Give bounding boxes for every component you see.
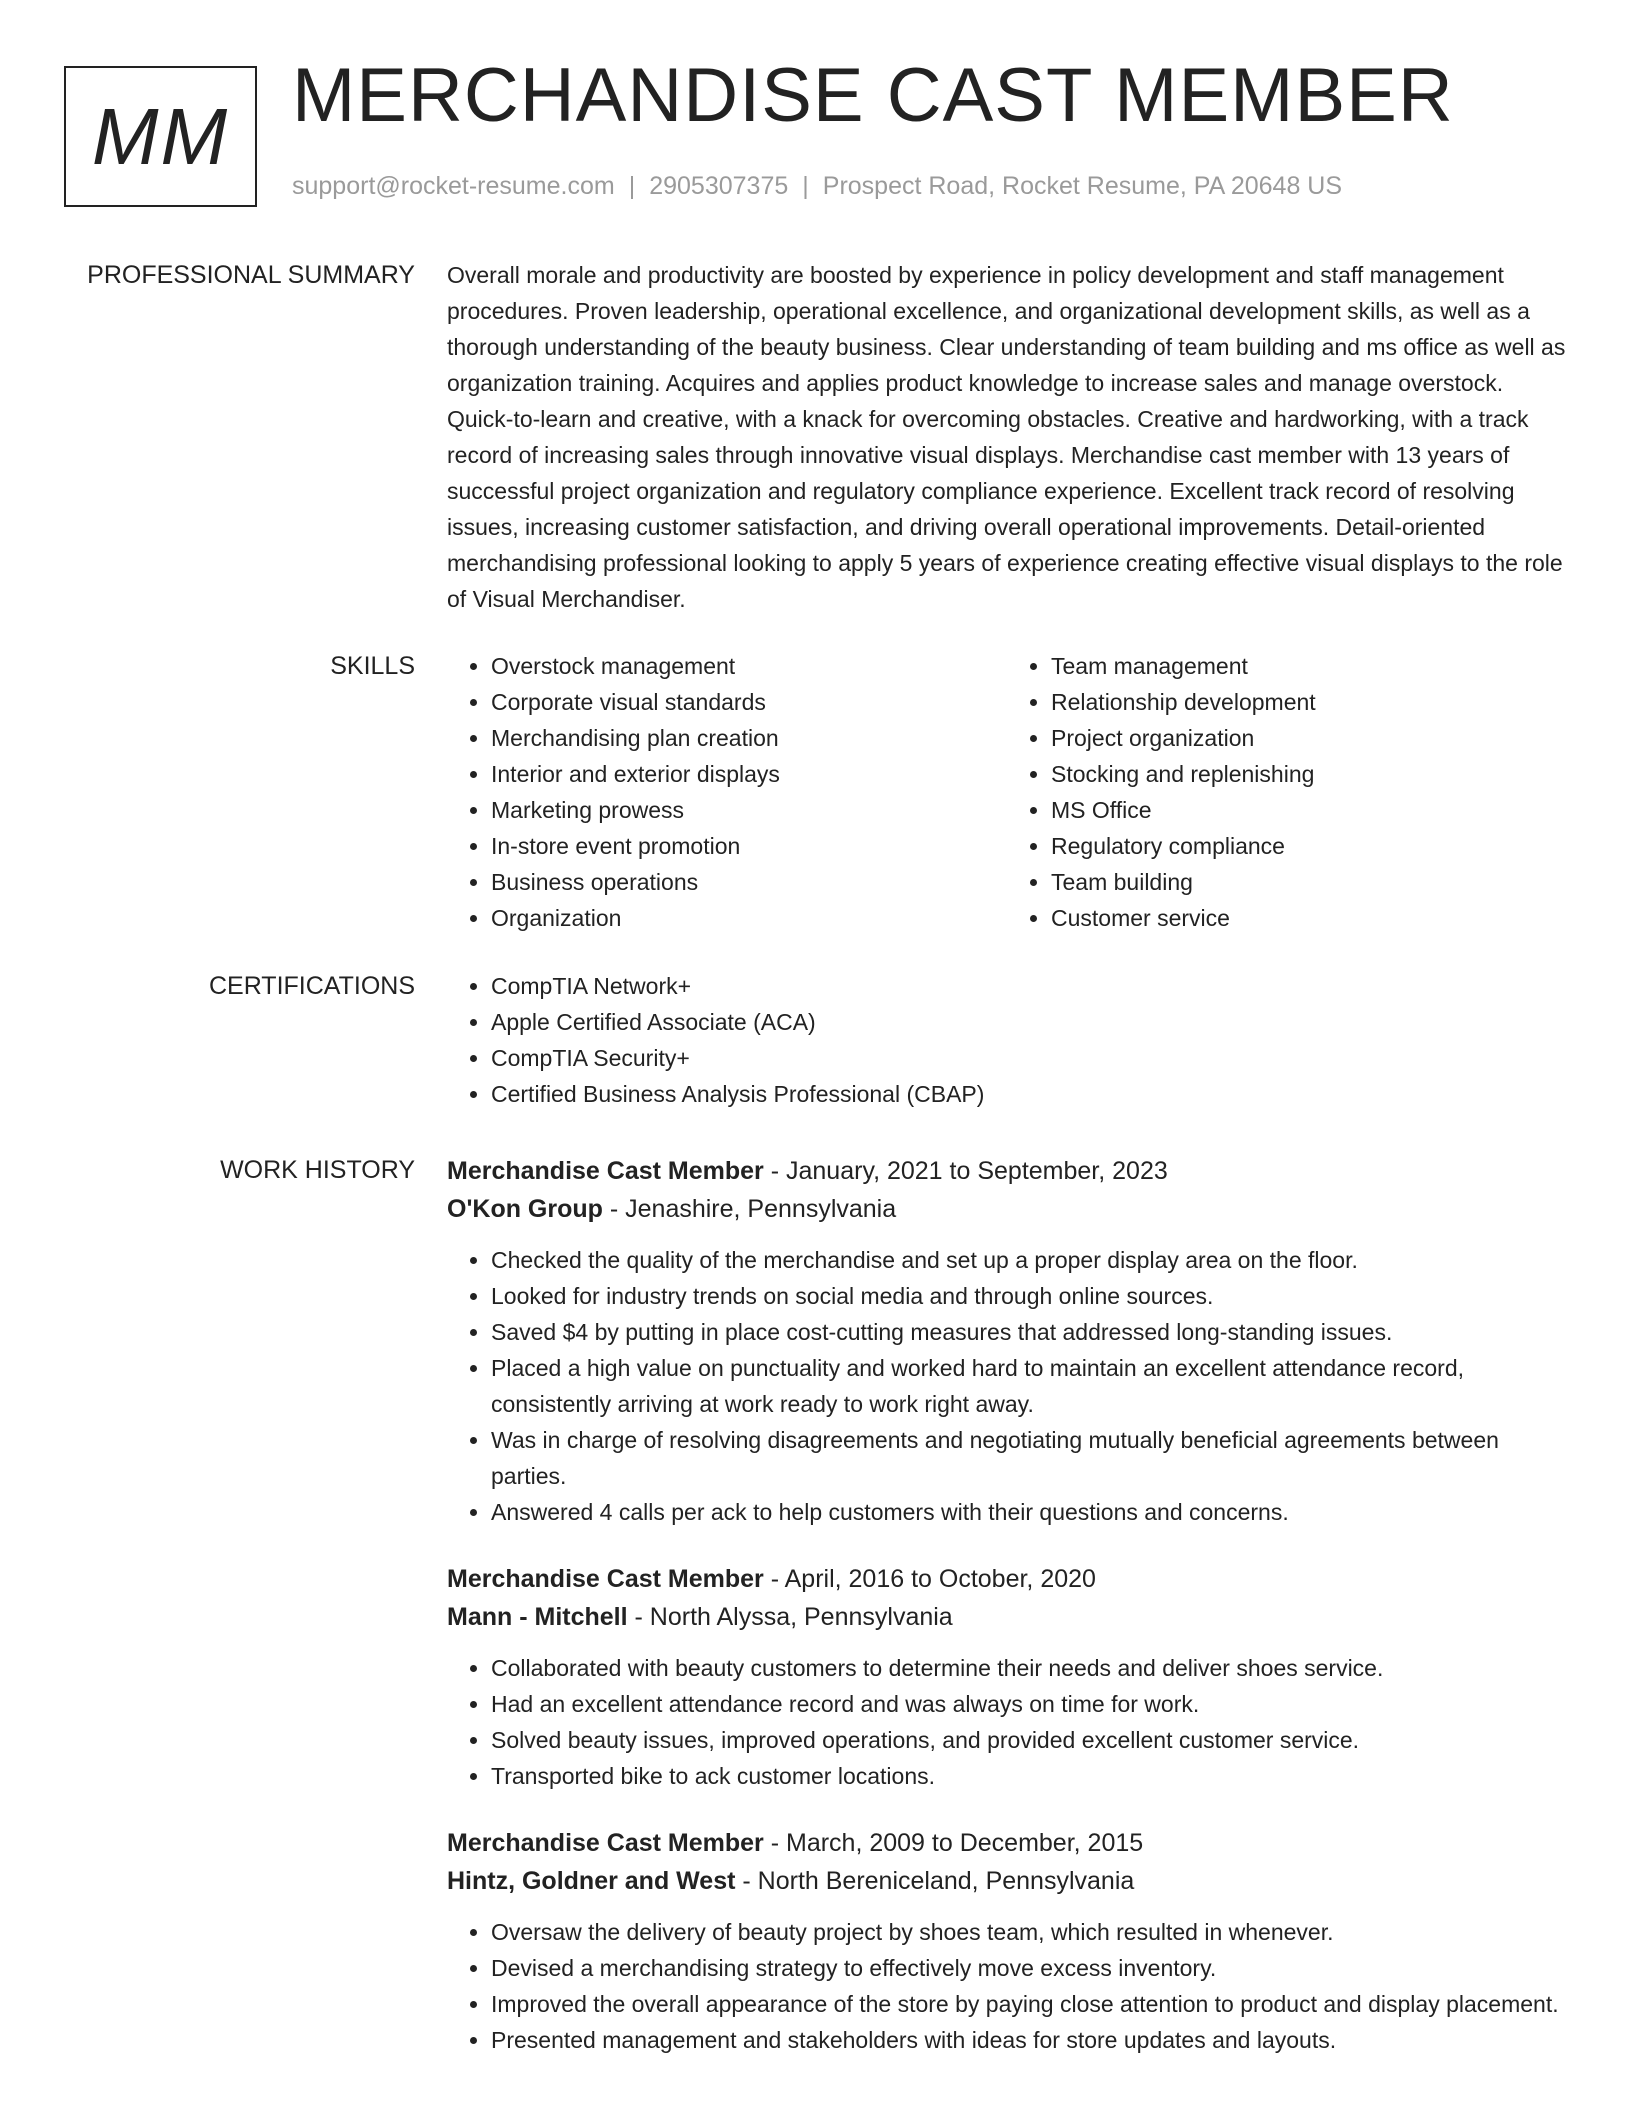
job-company-line — [447, 1598, 1567, 1636]
job-bullet: • Had an excellent attendance record and was always on time for work. — [491, 1686, 1567, 1722]
contact-line — [292, 172, 1342, 201]
job-company-line — [447, 1190, 1567, 1228]
job-bullet: • Transported bike to ack customer locations. — [491, 1758, 1567, 1794]
job-bullet: • Solved beauty issues, improved operations, and provided excellent customer service. — [491, 1722, 1567, 1758]
job-bullet: • Saved $4 by putting in place cost-cutting measures that addressed long-standing issues. — [491, 1314, 1567, 1350]
job-title: Merchandise Cast Member — [447, 1829, 764, 1857]
skill-item: • Customer service — [1051, 900, 1567, 936]
certification-item: • Certified Business Analysis Professional (CBAP) — [491, 1076, 1567, 1112]
page-title: MERCHANDISE CAST MEMBER — [292, 53, 1454, 138]
skills-body — [447, 648, 1567, 936]
skill-item: • Business operations — [491, 864, 1007, 900]
skill-item: • Organization — [491, 900, 1007, 936]
summary-body — [447, 257, 1567, 617]
job-bullets — [447, 1650, 1567, 1794]
job-bullet: • Oversaw the delivery of beauty project by shoes team, which resulted in whenever. — [491, 1914, 1567, 1950]
job-bullet: • Looked for industry trends on social media and through online sources. — [491, 1278, 1567, 1314]
skill-item: • Interior and exterior displays — [491, 756, 1007, 792]
job-dates: - April, 2016 to October, 2020 — [763, 1565, 1096, 1593]
job-title: Merchandise Cast Member — [447, 1157, 764, 1185]
job-title-line — [447, 1824, 1567, 1862]
job-bullet: • Collaborated with beauty customers to determine their needs and deliver shoes service. — [491, 1650, 1567, 1686]
skills-list-left — [447, 648, 1007, 936]
job-company: Hintz, Goldner and West — [447, 1867, 736, 1895]
job-location: - Jenashire, Pennsylvania — [602, 1195, 897, 1223]
contact-phone[interactable]: 2905307375 — [649, 172, 789, 200]
certification-item: • Apple Certified Associate (ACA) — [491, 1004, 1567, 1040]
skills-list-right — [1007, 648, 1567, 936]
job-title: Merchandise Cast Member — [447, 1565, 764, 1593]
job-bullet: • Placed a high value on punctuality and worked hard to maintain an excellent attendance record, consistently arriving at work ready to work right away. — [491, 1350, 1567, 1422]
certification-item: • CompTIA Security+ — [491, 1040, 1567, 1076]
certifications-list — [447, 968, 1567, 1112]
skill-item: • MS Office — [1051, 792, 1567, 828]
contact-separator: | — [628, 172, 636, 200]
contact-address: Prospect Road, Rocket Resume, PA 20648 US — [822, 172, 1343, 200]
section-label-certifications: CERTIFICATIONS — [208, 972, 415, 1000]
job-company: Mann - Mitchell — [447, 1603, 628, 1631]
job-bullet: • Was in charge of resolving disagreements and negotiating mutually beneficial agreements between parties. — [491, 1422, 1567, 1494]
job-dates: - March, 2009 to December, 2015 — [763, 1829, 1144, 1857]
job-bullet: • Answered 4 calls per ack to help customers with their questions and concerns. — [491, 1494, 1567, 1530]
skill-item: • Project organization — [1051, 720, 1567, 756]
skill-item: • Merchandising plan creation — [491, 720, 1007, 756]
job-location: - North Alyssa, Pennsylvania — [627, 1603, 953, 1631]
job-entry — [447, 1560, 1567, 1794]
job-bullet: • Checked the quality of the merchandise and set up a proper display area on the floor. — [491, 1242, 1567, 1278]
skill-item: • Marketing prowess — [491, 792, 1007, 828]
skill-item: • Relationship development — [1051, 684, 1567, 720]
certifications-body — [447, 968, 1567, 1112]
job-dates: - January, 2021 to September, 2023 — [763, 1157, 1168, 1185]
skill-item: • In-store event promotion — [491, 828, 1007, 864]
monogram-logo: MM — [64, 66, 257, 207]
job-title-line — [447, 1560, 1567, 1598]
skill-item: • Stocking and replenishing — [1051, 756, 1567, 792]
job-bullets — [447, 1914, 1567, 2058]
section-label-summary: PROFESSIONAL SUMMARY — [87, 261, 415, 289]
work-history-body — [447, 1152, 1567, 2088]
job-bullet: • Presented management and stakeholders with ideas for store updates and layouts. — [491, 2022, 1567, 2058]
section-label-work-history: WORK HISTORY — [220, 1156, 415, 1184]
contact-email[interactable]: support@rocket-resume.com — [292, 172, 615, 200]
job-entry — [447, 1152, 1567, 1530]
job-bullets — [447, 1242, 1567, 1530]
skill-item: • Team management — [1051, 648, 1567, 684]
summary-text: Overall morale and productivity are boosted by experience in policy development and staff management procedures. Proven leadership, operational excellence, and organizational development skills, as well as a thorough understanding of the beauty business. Clear understanding of team building and ms office as well as organization training. Acquires and applies product knowledge to increase sales and manage overstock. Quick-to-learn and creative, with a knack for overcoming obstacles. Creative and hardworking, with a track record of increasing sales through innovative visual displays. Merchandise cast member with 13 years of successful project organization and regulatory compliance experience. Excellent track record of resolving issues, increasing customer satisfaction, and driving overall operational improvements. Detail-oriented merchandising professional looking to apply 5 years of experience creating effective visual displays to the role of Visual Merchandiser. — [447, 262, 1566, 612]
job-bullet: • Devised a merchandising strategy to effectively move excess inventory. — [491, 1950, 1567, 1986]
job-location: - North Bereniceland, Pennsylvania — [735, 1867, 1135, 1895]
skill-item: • Corporate visual standards — [491, 684, 1007, 720]
job-company: O'Kon Group — [447, 1195, 603, 1223]
contact-separator: | — [802, 172, 809, 200]
job-title-line — [447, 1152, 1567, 1190]
job-entry — [447, 1824, 1567, 2058]
section-label-skills: SKILLS — [330, 652, 415, 680]
skill-item: • Team building — [1051, 864, 1567, 900]
skill-item: • Overstock management — [491, 648, 1007, 684]
certification-item: • CompTIA Network+ — [491, 968, 1567, 1004]
job-company-line — [447, 1862, 1567, 1900]
job-bullet: • Improved the overall appearance of the store by paying close attention to product and display placement. — [491, 1986, 1567, 2022]
skill-item: • Regulatory compliance — [1051, 828, 1567, 864]
